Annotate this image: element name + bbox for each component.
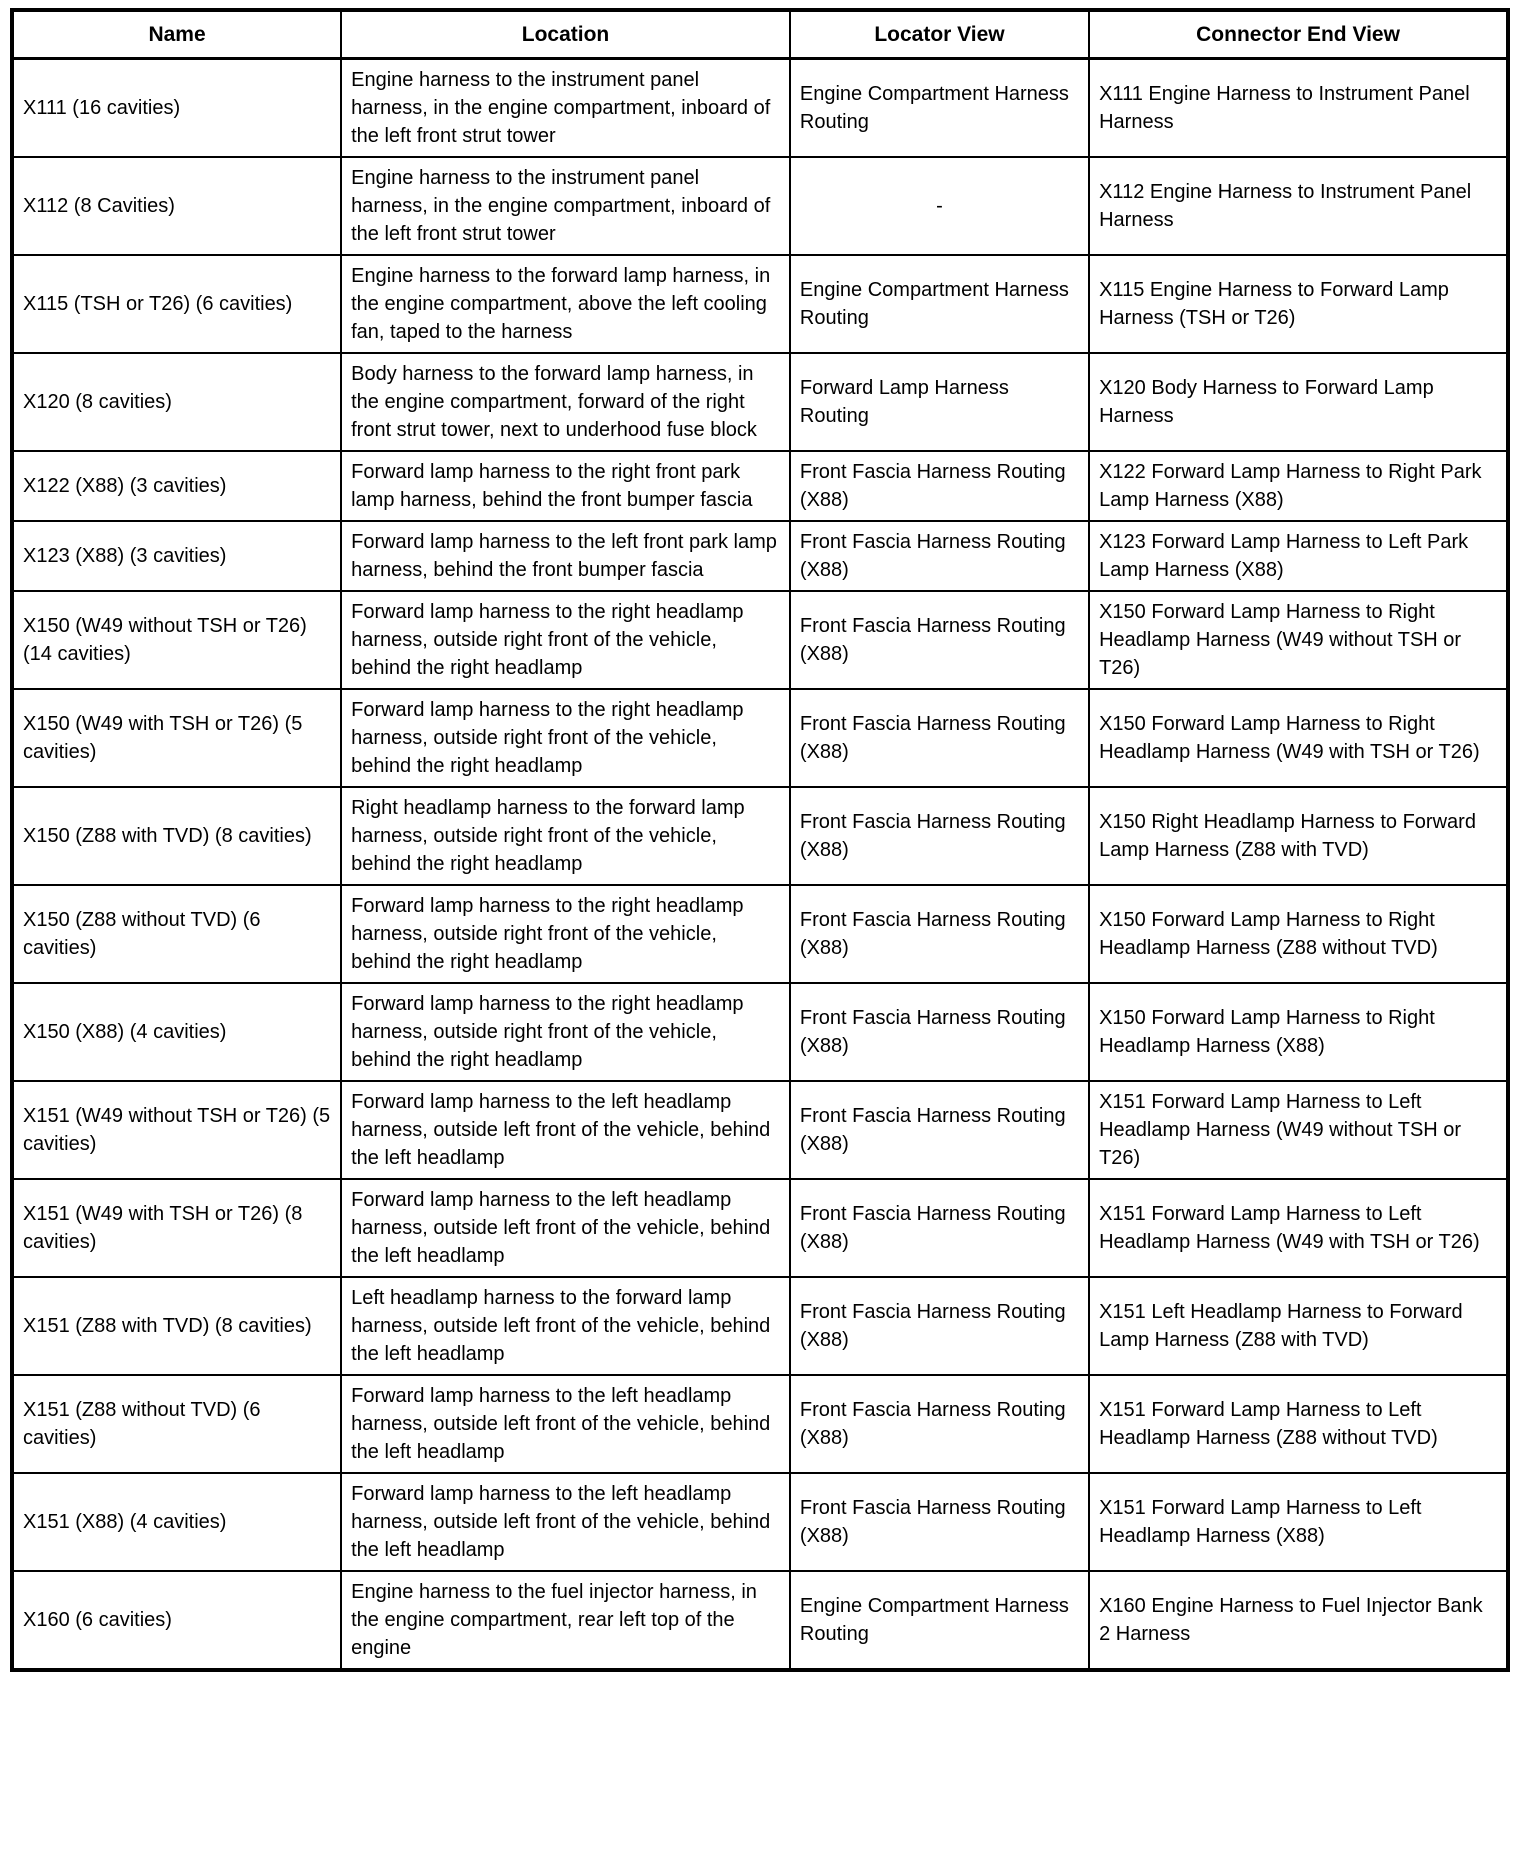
cell-connector-end-view: X150 Forward Lamp Harness to Right Headlamp Harness (W49 with TSH or T26) [1089, 689, 1508, 787]
cell-locator-view: Engine Compartment Harness Routing [790, 1571, 1089, 1670]
cell-connector-name: X151 (Z88 with TVD) (8 cavities) [12, 1277, 341, 1375]
cell-connector-end-view: X150 Right Headlamp Harness to Forward Lamp Harness (Z88 with TVD) [1089, 787, 1508, 885]
cell-connector-name: X111 (16 cavities) [12, 59, 341, 158]
cell-locator-view: Front Fascia Harness Routing (X88) [790, 787, 1089, 885]
cell-connector-end-view: X160 Engine Harness to Fuel Injector Bank 2 Harness [1089, 1571, 1508, 1670]
cell-locator-view: Front Fascia Harness Routing (X88) [790, 1081, 1089, 1179]
table-row [12, 1081, 1508, 1179]
cell-connector-name: X115 (TSH or T26) (6 cavities) [12, 255, 341, 353]
cell-location: Engine harness to the forward lamp harness, in the engine compartment, above the left cooling fan, taped to the harness [341, 255, 790, 353]
cell-connector-name: X151 (X88) (4 cavities) [12, 1473, 341, 1571]
cell-connector-end-view: X151 Forward Lamp Harness to Left Headlamp Harness (W49 with TSH or T26) [1089, 1179, 1508, 1277]
cell-location: Forward lamp harness to the right headlamp harness, outside right front of the vehicle, behind the right headlamp [341, 689, 790, 787]
cell-connector-end-view: X122 Forward Lamp Harness to Right Park Lamp Harness (X88) [1089, 451, 1508, 521]
cell-locator-view: Engine Compartment Harness Routing [790, 255, 1089, 353]
cell-connector-name: X151 (W49 with TSH or T26) (8 cavities) [12, 1179, 341, 1277]
table-row [12, 983, 1508, 1081]
cell-location: Forward lamp harness to the left headlamp harness, outside left front of the vehicle, behind the left headlamp [341, 1375, 790, 1473]
cell-connector-end-view: X151 Forward Lamp Harness to Left Headlamp Harness (Z88 without TVD) [1089, 1375, 1508, 1473]
cell-connector-name: X150 (Z88 with TVD) (8 cavities) [12, 787, 341, 885]
cell-location: Forward lamp harness to the right front park lamp harness, behind the front bumper fascia [341, 451, 790, 521]
cell-location: Forward lamp harness to the right headlamp harness, outside right front of the vehicle, behind the right headlamp [341, 983, 790, 1081]
cell-connector-end-view: X120 Body Harness to Forward Lamp Harness [1089, 353, 1508, 451]
cell-connector-end-view: X111 Engine Harness to Instrument Panel Harness [1089, 59, 1508, 158]
column-header-locator-view: Locator View [790, 10, 1089, 59]
cell-connector-name: X151 (Z88 without TVD) (6 cavities) [12, 1375, 341, 1473]
table-row [12, 157, 1508, 255]
cell-location: Engine harness to the instrument panel harness, in the engine compartment, inboard of the left front strut tower [341, 59, 790, 158]
cell-connector-end-view: X115 Engine Harness to Forward Lamp Harness (TSH or T26) [1089, 255, 1508, 353]
table-row [12, 1473, 1508, 1571]
cell-connector-name: X150 (X88) (4 cavities) [12, 983, 341, 1081]
cell-locator-view: Front Fascia Harness Routing (X88) [790, 591, 1089, 689]
table-row [12, 521, 1508, 591]
cell-connector-end-view: X150 Forward Lamp Harness to Right Headlamp Harness (W49 without TSH or T26) [1089, 591, 1508, 689]
cell-location: Engine harness to the instrument panel harness, in the engine compartment, inboard of the left front strut tower [341, 157, 790, 255]
cell-location: Forward lamp harness to the left headlamp harness, outside left front of the vehicle, behind the left headlamp [341, 1473, 790, 1571]
cell-locator-view: - [790, 157, 1089, 255]
table-row [12, 59, 1508, 158]
connector-table [10, 8, 1510, 1672]
cell-location: Forward lamp harness to the left headlamp harness, outside left front of the vehicle, behind the left headlamp [341, 1081, 790, 1179]
table-row [12, 451, 1508, 521]
cell-connector-name: X151 (W49 without TSH or T26) (5 cavities) [12, 1081, 341, 1179]
cell-connector-end-view: X151 Forward Lamp Harness to Left Headlamp Harness (X88) [1089, 1473, 1508, 1571]
cell-location: Left headlamp harness to the forward lamp harness, outside left front of the vehicle, behind the left headlamp [341, 1277, 790, 1375]
cell-connector-name: X120 (8 cavities) [12, 353, 341, 451]
header-row [12, 10, 1508, 59]
cell-locator-view: Engine Compartment Harness Routing [790, 59, 1089, 158]
cell-connector-name: X150 (W49 with TSH or T26) (5 cavities) [12, 689, 341, 787]
cell-locator-view: Front Fascia Harness Routing (X88) [790, 1179, 1089, 1277]
cell-connector-name: X123 (X88) (3 cavities) [12, 521, 341, 591]
cell-locator-view: Front Fascia Harness Routing (X88) [790, 1375, 1089, 1473]
cell-locator-view: Front Fascia Harness Routing (X88) [790, 521, 1089, 591]
column-header-name: Name [12, 10, 341, 59]
table-row [12, 255, 1508, 353]
cell-location: Engine harness to the fuel injector harness, in the engine compartment, rear left top of the engine [341, 1571, 790, 1670]
cell-connector-name: X112 (8 Cavities) [12, 157, 341, 255]
cell-connector-end-view: X150 Forward Lamp Harness to Right Headlamp Harness (X88) [1089, 983, 1508, 1081]
cell-locator-view: Front Fascia Harness Routing (X88) [790, 1277, 1089, 1375]
table-row [12, 787, 1508, 885]
table-row [12, 885, 1508, 983]
table-row [12, 591, 1508, 689]
cell-connector-name: X160 (6 cavities) [12, 1571, 341, 1670]
connector-table-body [12, 59, 1508, 1671]
cell-locator-view: Front Fascia Harness Routing (X88) [790, 451, 1089, 521]
cell-locator-view: Front Fascia Harness Routing (X88) [790, 689, 1089, 787]
cell-connector-name: X150 (W49 without TSH or T26) (14 cavities) [12, 591, 341, 689]
cell-location: Forward lamp harness to the left front park lamp harness, behind the front bumper fascia [341, 521, 790, 591]
cell-connector-name: X122 (X88) (3 cavities) [12, 451, 341, 521]
cell-locator-view: Front Fascia Harness Routing (X88) [790, 983, 1089, 1081]
cell-connector-end-view: X112 Engine Harness to Instrument Panel Harness [1089, 157, 1508, 255]
cell-connector-end-view: X150 Forward Lamp Harness to Right Headlamp Harness (Z88 without TVD) [1089, 885, 1508, 983]
table-row [12, 1375, 1508, 1473]
cell-connector-end-view: X123 Forward Lamp Harness to Left Park Lamp Harness (X88) [1089, 521, 1508, 591]
table-row [12, 1179, 1508, 1277]
column-header-connector-end-view: Connector End View [1089, 10, 1508, 59]
cell-connector-end-view: X151 Left Headlamp Harness to Forward Lamp Harness (Z88 with TVD) [1089, 1277, 1508, 1375]
cell-connector-end-view: X151 Forward Lamp Harness to Left Headlamp Harness (W49 without TSH or T26) [1089, 1081, 1508, 1179]
cell-location: Forward lamp harness to the left headlamp harness, outside left front of the vehicle, behind the left headlamp [341, 1179, 790, 1277]
cell-location: Body harness to the forward lamp harness, in the engine compartment, forward of the right front strut tower, next to underhood fuse block [341, 353, 790, 451]
cell-locator-view: Front Fascia Harness Routing (X88) [790, 1473, 1089, 1571]
cell-location: Forward lamp harness to the right headlamp harness, outside right front of the vehicle, behind the right headlamp [341, 591, 790, 689]
cell-locator-view: Forward Lamp Harness Routing [790, 353, 1089, 451]
cell-location: Right headlamp harness to the forward lamp harness, outside right front of the vehicle, behind the right headlamp [341, 787, 790, 885]
cell-location: Forward lamp harness to the right headlamp harness, outside right front of the vehicle, behind the right headlamp [341, 885, 790, 983]
table-row [12, 689, 1508, 787]
table-row [12, 353, 1508, 451]
table-row [12, 1277, 1508, 1375]
cell-locator-view: Front Fascia Harness Routing (X88) [790, 885, 1089, 983]
column-header-location: Location [341, 10, 790, 59]
cell-connector-name: X150 (Z88 without TVD) (6 cavities) [12, 885, 341, 983]
table-row [12, 1571, 1508, 1670]
